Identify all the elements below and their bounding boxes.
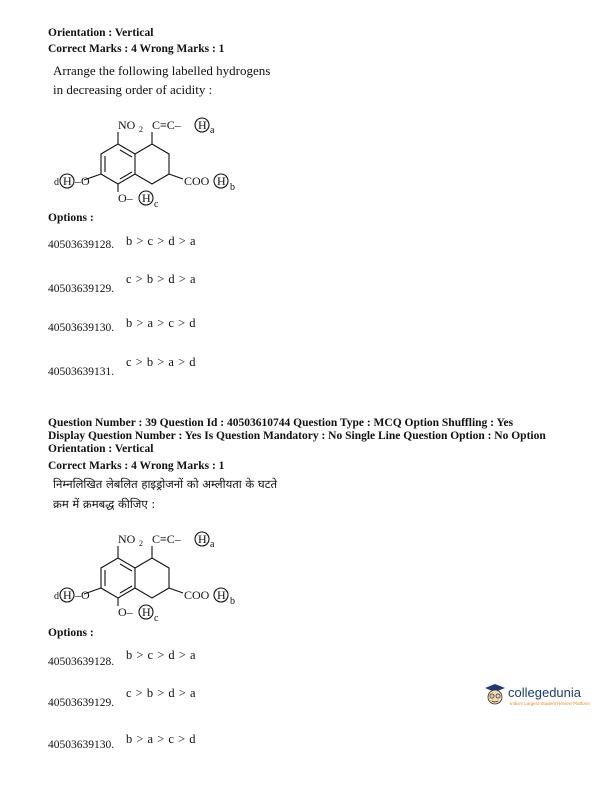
student-mascot-icon [484,683,506,709]
option-id: 40503639130. [48,322,115,334]
chemical-structure-2 [40,524,280,629]
logo-tagline: India's Largest Student Review Platform [510,701,590,706]
question-text-line2: in decreasing order of acidity : [53,82,213,97]
question-header-line2: Display Question Number : Yes Is Question Mandatory : No Single Line Question Option : No Option [48,430,546,442]
option-text[interactable]: c > b > a > d [126,355,196,369]
no2-subscript: 2 [139,125,143,134]
orientation-line: Orientation : Vertical [48,27,154,39]
label-d: d [54,591,59,602]
marks-line: Correct Marks : 4 Wrong Marks : 1 [48,43,225,55]
hydrogen-c: H [142,191,151,205]
option-id: 40503639128. [48,656,115,668]
option-id: 40503639131. [48,366,115,378]
option-text[interactable]: b > c > d > a [126,648,196,662]
hydrogen-a: H [198,532,207,546]
options-label: Options : [48,627,94,639]
no2-label: NO [118,118,136,132]
hydrogen-b: H [217,588,226,602]
option-text[interactable]: b > a > c > d [126,316,196,330]
label-b: b [230,596,235,607]
label-a: a [210,539,215,550]
o-left-label: –O [75,588,90,602]
label-c: c [154,613,159,624]
option-id: 40503639128. [48,239,115,251]
option-text[interactable]: c > b > d > a [126,686,196,700]
question-text-line2: क्रम में क्रमबद्ध कीजिए : [53,497,156,511]
option-id: 40503639129. [48,283,115,295]
no2-subscript: 2 [139,539,143,548]
question-header-line1: Question Number : 39 Question Id : 40503610744 Question Type : MCQ Option Shuffling : Yes [48,417,514,429]
option-id: 40503639129. [48,697,115,709]
alkyne-label: C≡C– [152,118,181,132]
hydrogen-d: H [63,174,72,188]
options-label: Options : [48,212,94,224]
question-text-line1: Arrange the following labelled hydrogens [53,63,271,78]
label-b: b [230,182,235,193]
option-text[interactable]: b > a > c > d [126,732,196,746]
o-left-label: –O [75,174,90,188]
hydrogen-c: H [142,605,151,619]
label-a: a [210,125,215,136]
hydrogen-b: H [217,174,226,188]
cooh-label: COO [184,174,210,188]
marks-line: Correct Marks : 4 Wrong Marks : 1 [48,460,225,472]
o-bottom-label: O– [118,191,133,205]
hydrogen-d: H [63,588,72,602]
alkyne-label: C≡C– [152,532,181,546]
label-c: c [154,199,159,210]
collegedunia-logo [484,683,596,713]
question-text-line1: निम्नलिखित लेबलित हाइड्रोजनों को अम्लीयता के घटते [53,477,278,491]
logo-wordmark: collegedunia [508,685,582,700]
o-bottom-label: O– [118,605,133,619]
label-d: d [54,177,59,188]
option-text[interactable]: c > b > d > a [126,272,196,286]
option-id: 40503639130. [48,739,115,751]
no2-label: NO [118,532,136,546]
chemical-structure-1 [40,110,280,215]
orientation-line: Orientation : Vertical [48,443,154,455]
cooh-label: COO [184,588,210,602]
option-text[interactable]: b > c > d > a [126,234,196,248]
hydrogen-a: H [198,118,207,132]
